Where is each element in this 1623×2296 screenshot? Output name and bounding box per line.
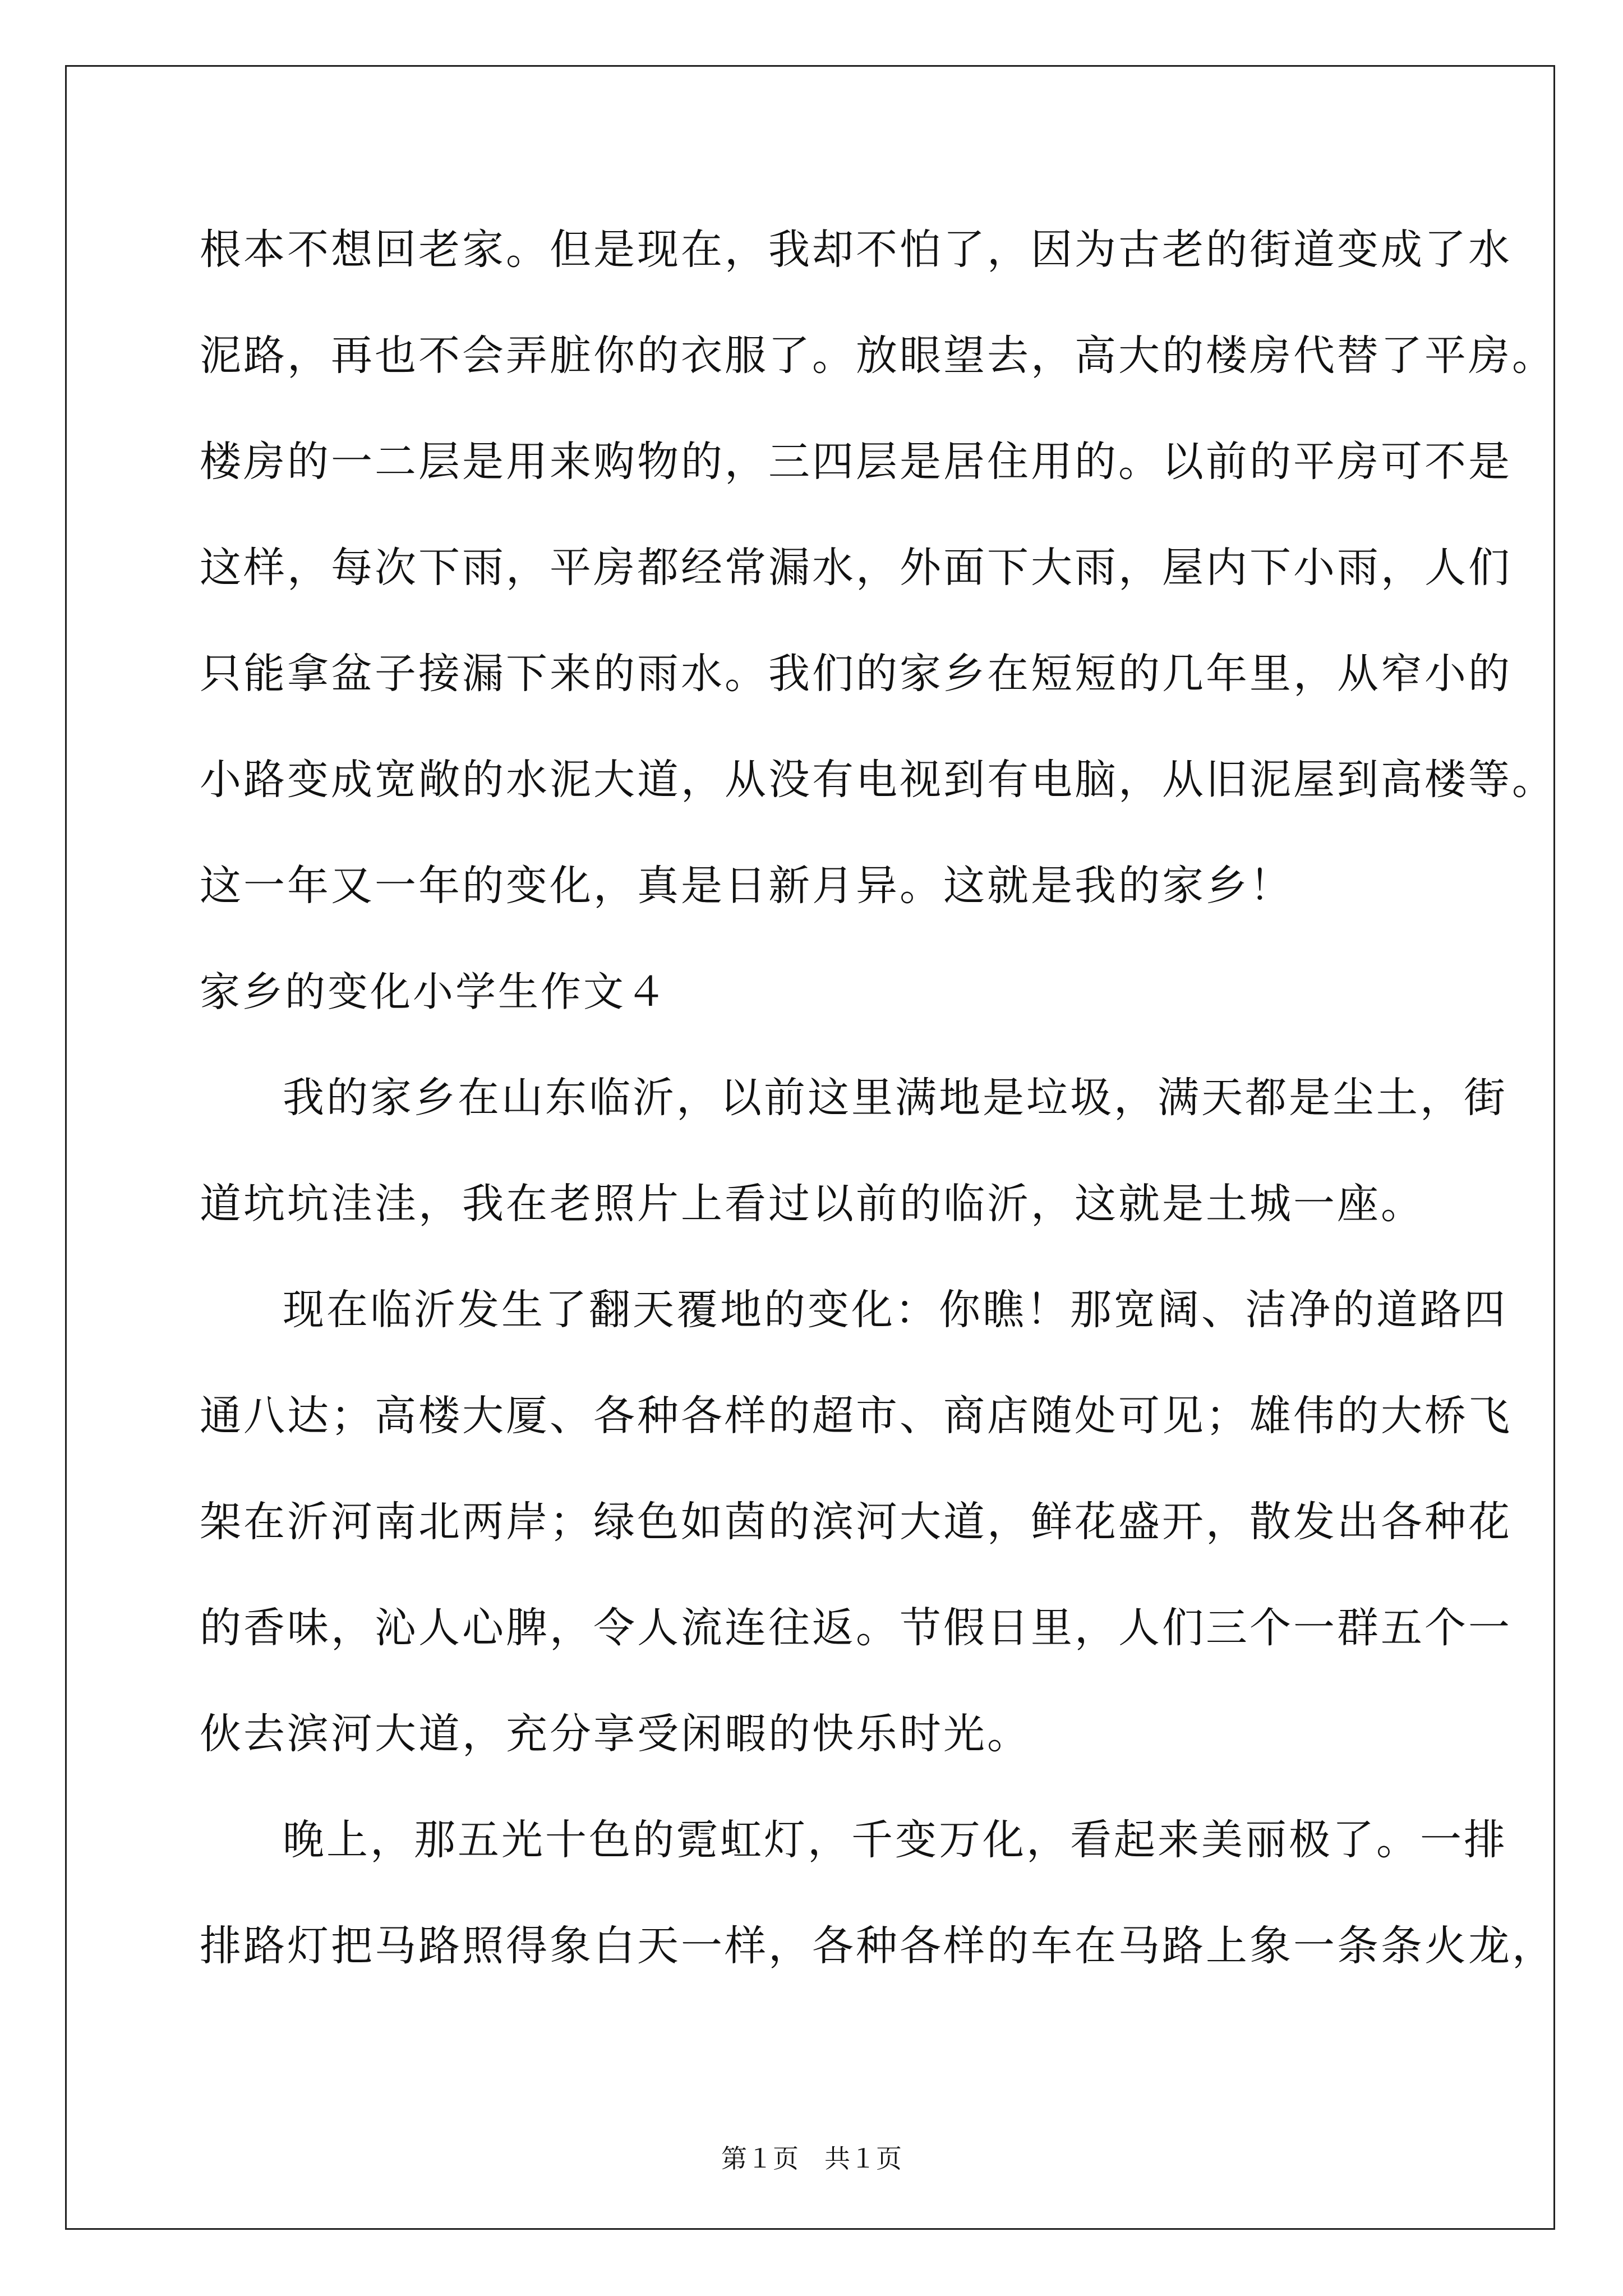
- paragraph-first-line: 现在临沂发生了翻天覆地的变化：你瞧！那宽阔、洁净的道路四: [283, 1286, 1507, 1334]
- paragraph-first-line: 我的家乡在山东临沂，以前这里满地是垃圾，满天都是尘土，街: [283, 1074, 1507, 1122]
- text-line: 楼房的一二层是用来购物的，三四层是居住用的。以前的平房可不是: [200, 438, 1512, 486]
- text-line: 根本不想回老家。但是现在，我却不怕了，因为古老的街道变成了水: [200, 226, 1512, 274]
- text-line: 的香味，沁人心脾，令人流连往返。节假日里，人们三个一群五个一: [200, 1604, 1512, 1652]
- text-line: 只能拿盆子接漏下来的雨水。我们的家乡在短短的几年里，从窄小的: [200, 650, 1512, 698]
- section-heading: 家乡的变化小学生作文４: [200, 968, 669, 1015]
- text-line: 排路灯把马路照得象白天一样，各种各样的车在马路上象一条条火龙，: [200, 1922, 1556, 1970]
- text-line: 伙去滨河大道，充分享受闲暇的快乐时光。: [200, 1710, 1031, 1758]
- text-line: 通八达；高楼大厦、各种各样的超市、商店随处可见；雄伟的大桥飞: [200, 1392, 1512, 1440]
- page-number-footer: 第１页 共１页: [721, 2143, 902, 2174]
- paragraph-first-line: 晚上，那五光十色的霓虹灯，千变万化，看起来美丽极了。一排: [283, 1816, 1507, 1864]
- text-line: 小路变成宽敞的水泥大道，从没有电视到有电脑，从旧泥屋到高楼等。: [200, 756, 1556, 804]
- text-line: 这一年又一年的变化，真是日新月异。这就是我的家乡！: [200, 862, 1293, 910]
- document-body: [200, 215, 1556, 2017]
- text-line: 这样，每次下雨，平房都经常漏水，外面下大雨，屋内下小雨，人们: [200, 544, 1512, 592]
- text-line: 架在沂河南北两岸；绿色如茵的滨河大道，鲜花盛开，散发出各种花: [200, 1498, 1512, 1546]
- text-line: 泥路，再也不会弄脏你的衣服了。放眼望去，高大的楼房代替了平房。: [200, 332, 1556, 380]
- text-line: 道坑坑洼洼，我在老照片上看过以前的临沂，这就是土城一座。: [200, 1180, 1424, 1228]
